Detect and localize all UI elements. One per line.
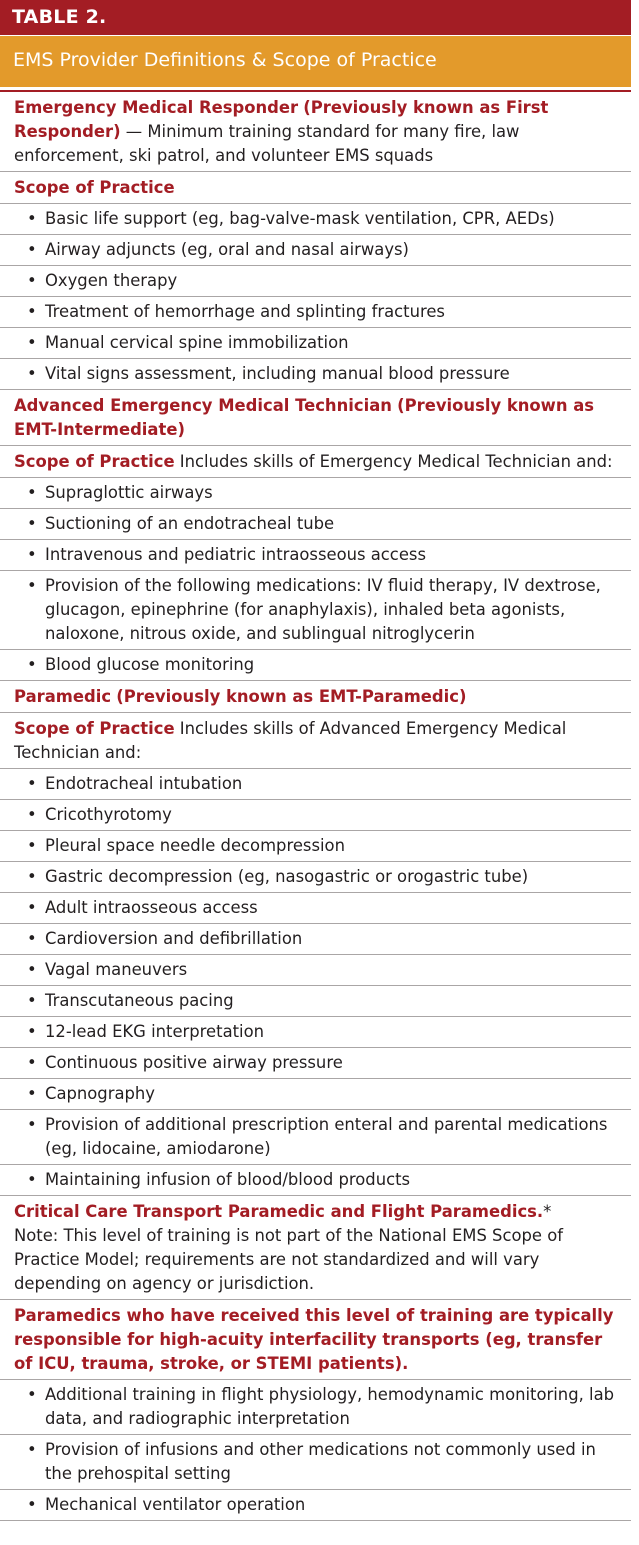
emr-list-item <box>0 204 631 235</box>
paramedic-list-item-text: Capnography <box>45 1084 155 1103</box>
paramedic-list-item <box>0 862 631 893</box>
bullet-icon: • <box>27 836 37 855</box>
emr-list-item-text: Basic life support (eg, bag-valve-mask ventilation, CPR, AEDs) <box>45 209 555 228</box>
table-body <box>0 90 631 1521</box>
paramedic-list-item-text: Provision of additional prescription enteral and parental medications (eg, lidocaine, amiodarone) <box>45 1115 608 1158</box>
emr-list-item <box>0 297 631 328</box>
emr-list-item-text: Treatment of hemorrhage and splinting fractures <box>45 302 445 321</box>
bullet-icon: • <box>27 576 37 595</box>
emr-definition <box>0 92 631 172</box>
bullet-icon: • <box>27 364 37 383</box>
bullet-icon: • <box>27 1495 37 1514</box>
paramedic-list-item-text: Transcutaneous pacing <box>45 991 234 1010</box>
paramedic-list-item-text: Maintaining infusion of blood/blood products <box>45 1170 411 1189</box>
critical-care-list-item-text: Additional training in flight physiology, hemodynamic monitoring, lab data, and radiographic interpretation <box>45 1385 615 1428</box>
bullet-icon: • <box>27 302 37 321</box>
bullet-icon: • <box>27 545 37 564</box>
table-title: EMS Provider Definitions & Scope of Practice <box>0 35 631 87</box>
emr-aka: (Previously known as First Responder) <box>14 98 549 141</box>
bullet-icon: • <box>27 929 37 948</box>
bullet-icon: • <box>27 1084 37 1103</box>
bullet-icon: • <box>27 1440 37 1459</box>
paramedic-list-item-text: Adult intraosseous access <box>45 898 258 917</box>
aemt-list-item <box>0 571 631 650</box>
bullet-icon: • <box>27 514 37 533</box>
aemt-aka: (Previously known as EMT-Intermediate) <box>14 396 595 439</box>
bullet-icon: • <box>27 1385 37 1404</box>
bullet-icon: • <box>27 483 37 502</box>
aemt-scope-heading <box>0 446 631 478</box>
emr-scope-heading <box>0 172 631 204</box>
table-label: TABLE 2. <box>0 0 631 35</box>
emr-name: Emergency Medical Responder <box>14 98 299 117</box>
paramedic-list-item <box>0 1017 631 1048</box>
emr-list-item-text: Manual cervical spine immobilization <box>45 333 349 352</box>
critical-care-list-item <box>0 1380 631 1435</box>
paramedic-list-item-text: Gastric decompression (eg, nasogastric or orogastric tube) <box>45 867 529 886</box>
aemt-list-item-text: Provision of the following medications: IV fluid therapy, IV dextrose, glucagon, epinephrine (for anaphylaxis), inhaled beta agonists, naloxone, nitrous oxide, and sublingual nitroglycerin <box>45 576 601 643</box>
critical-care-definition <box>0 1196 631 1300</box>
emr-scope-list <box>0 204 631 390</box>
paramedic-list-item <box>0 769 631 800</box>
aemt-list-item-text: Supraglottic airways <box>45 483 213 502</box>
bullet-icon: • <box>27 991 37 1010</box>
critical-care-list-item <box>0 1490 631 1521</box>
emr-dash: — <box>120 122 148 141</box>
emr-list-item-text: Airway adjuncts (eg, oral and nasal airways) <box>45 240 409 259</box>
bullet-icon: • <box>27 271 37 290</box>
critical-care-list-item <box>0 1435 631 1490</box>
critical-care-statement: Paramedics who have received this level of training are typically responsible for high-acuity interfacility transports (eg, transfer of ICU, trauma, stroke, or STEMI patients). <box>14 1306 614 1373</box>
paramedic-aka: (Previously known as EMT-Paramedic) <box>116 687 467 706</box>
bullet-icon: • <box>27 1115 37 1134</box>
paramedic-list-item <box>0 1165 631 1196</box>
paramedic-name: Paramedic <box>14 687 112 706</box>
aemt-list-item-text: Intravenous and pediatric intraosseous access <box>45 545 426 564</box>
bullet-icon: • <box>27 240 37 259</box>
critical-care-note: Note: This level of training is not part of the National EMS Scope of Practice Model; requirements are not standardized and will vary depending on agency or jurisdiction. <box>14 1226 563 1293</box>
emr-list-item <box>0 359 631 390</box>
bullet-icon: • <box>27 655 37 674</box>
critical-care-name: Critical Care Transport Paramedic and Flight Paramedics. <box>14 1202 544 1221</box>
aemt-scope-list <box>0 478 631 681</box>
critical-care-list-item-text: Provision of infusions and other medications not commonly used in the prehospital setting <box>45 1440 596 1483</box>
paramedic-list-item <box>0 1079 631 1110</box>
paramedic-scope-description: Includes skills of Advanced Emergency Medical Technician and: <box>14 719 567 762</box>
bullet-icon: • <box>27 774 37 793</box>
aemt-list-item <box>0 650 631 681</box>
paramedic-list-item <box>0 1048 631 1079</box>
bullet-icon: • <box>27 960 37 979</box>
aemt-list-item <box>0 478 631 509</box>
paramedic-definition <box>0 681 631 713</box>
emr-list-item <box>0 328 631 359</box>
emr-list-item-text: Oxygen therapy <box>45 271 178 290</box>
paramedic-list-item <box>0 1110 631 1165</box>
aemt-list-item <box>0 509 631 540</box>
critical-care-list <box>0 1380 631 1521</box>
emr-list-item <box>0 266 631 297</box>
aemt-scope-label: Scope of Practice <box>14 452 175 471</box>
bullet-icon: • <box>27 898 37 917</box>
paramedic-list-item-text: Cricothyrotomy <box>45 805 172 824</box>
bullet-icon: • <box>27 1053 37 1072</box>
paramedic-list-item-text: Continuous positive airway pressure <box>45 1053 343 1072</box>
paramedic-list-item <box>0 955 631 986</box>
critical-care-asterisk: * <box>543 1202 552 1221</box>
paramedic-list-item <box>0 986 631 1017</box>
aemt-list-item-text: Blood glucose monitoring <box>45 655 255 674</box>
aemt-list-item-text: Suctioning of an endotracheal tube <box>45 514 335 533</box>
paramedic-scope-heading <box>0 713 631 769</box>
bullet-icon: • <box>27 1022 37 1041</box>
emr-scope-label: Scope of Practice <box>14 178 175 197</box>
emr-list-item-text: Vital signs assessment, including manual blood pressure <box>45 364 510 383</box>
paramedic-list-item-text: Vagal maneuvers <box>45 960 188 979</box>
aemt-scope-description: Includes skills of Emergency Medical Technician and: <box>174 452 613 471</box>
aemt-list-item <box>0 540 631 571</box>
emr-list-item <box>0 235 631 266</box>
bullet-icon: • <box>27 867 37 886</box>
critical-care-statement-row <box>0 1300 631 1380</box>
bullet-icon: • <box>27 333 37 352</box>
paramedic-list-item <box>0 800 631 831</box>
bullet-icon: • <box>27 209 37 228</box>
paramedic-list-item <box>0 831 631 862</box>
bullet-icon: • <box>27 1170 37 1189</box>
paramedic-list-item-text: 12-lead EKG interpretation <box>45 1022 265 1041</box>
paramedic-list-item <box>0 893 631 924</box>
paramedic-list-item-text: Pleural space needle decompression <box>45 836 345 855</box>
emr-description: Minimum training standard for many fire, law enforcement, ski patrol, and volunteer EMS squads <box>14 122 520 165</box>
paramedic-scope-label: Scope of Practice <box>14 719 175 738</box>
aemt-definition <box>0 390 631 446</box>
paramedic-list-item-text: Endotracheal intubation <box>45 774 243 793</box>
critical-care-list-item-text: Mechanical ventilator operation <box>45 1495 306 1514</box>
paramedic-list-item-text: Cardioversion and defibrillation <box>45 929 303 948</box>
aemt-name: Advanced Emergency Medical Technician <box>14 396 392 415</box>
paramedic-scope-list <box>0 769 631 1196</box>
paramedic-list-item <box>0 924 631 955</box>
bullet-icon: • <box>27 805 37 824</box>
